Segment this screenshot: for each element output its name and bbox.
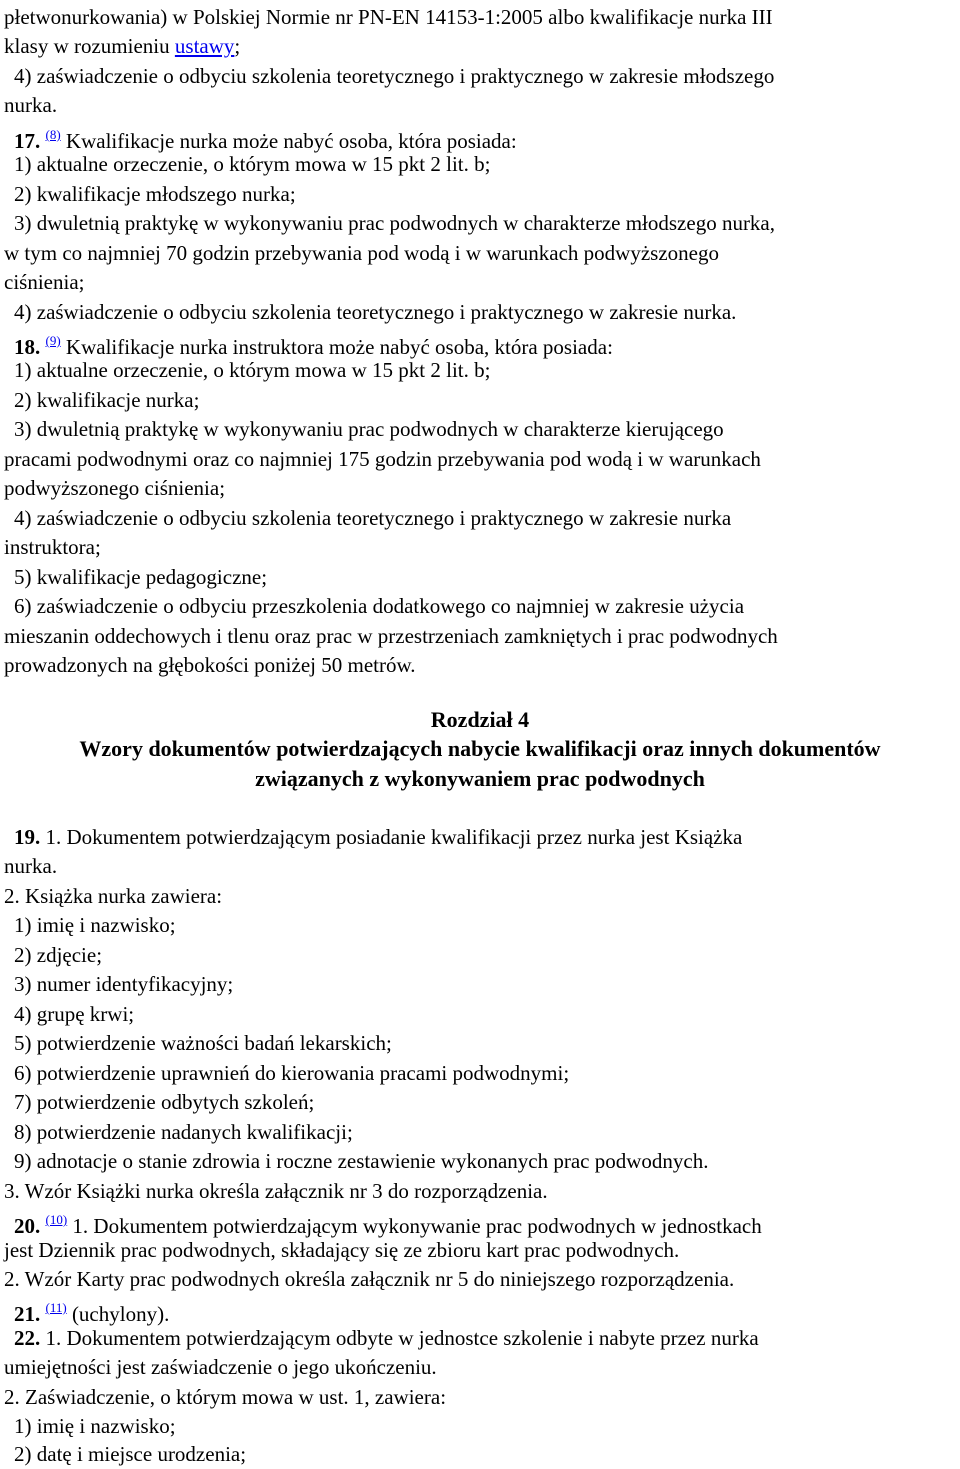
- text-line: [4, 1382, 446, 1412]
- list-item: [14, 1146, 708, 1176]
- list-item: [14, 1411, 176, 1441]
- list-item-text: 2) kwalifikacje młodszego nurka;: [14, 182, 296, 206]
- paragraph-text: ciśnienia;: [4, 270, 85, 294]
- chapter-heading: [0, 705, 960, 735]
- chapter-title-line: Wzory dokumentów potwierdzających nabycie kwalifikacji oraz innych dokumentów: [79, 736, 881, 761]
- section-17: [14, 120, 517, 153]
- section-text: Kwalifikacje nurka może nabyć osoba, która posiada:: [65, 129, 517, 153]
- list-item: [14, 503, 731, 533]
- text-line: [4, 532, 101, 562]
- footnote-link[interactable]: (10): [45, 1212, 68, 1227]
- list-item-text: 6) potwierdzenie uprawnień do kierowania pracami podwodnymi;: [14, 1061, 570, 1085]
- list-item-text: 5) kwalifikacje pedagogiczne;: [14, 565, 268, 589]
- paragraph-text: w tym co najmniej 70 godzin przebywania pod wodą i w warunkach podwyższonego: [4, 241, 719, 265]
- paragraph-text: pracami podwodnymi oraz co najmniej 175 godzin przebywania pod wodą i w warunkach: [4, 447, 761, 471]
- section-number: 17.: [14, 129, 41, 153]
- list-item: [14, 385, 199, 415]
- list-item: [14, 414, 724, 444]
- paragraph-text: klasy w rozumieniu: [4, 34, 175, 58]
- list-item: [14, 1117, 353, 1147]
- paragraph-text: nurka.: [4, 854, 58, 878]
- paragraph-text: 2. Zaświadczenie, o którym mowa w ust. 1, zawiera:: [4, 1385, 447, 1409]
- list-item: [14, 562, 267, 592]
- footnote-link[interactable]: (11): [45, 1300, 67, 1315]
- text-line: [4, 650, 416, 680]
- section-number: 22.: [14, 1326, 41, 1350]
- paragraph-text: jest Dziennik prac podwodnych, składający się ze zbioru kart prac podwodnych.: [4, 1238, 680, 1262]
- text-line: [4, 621, 778, 651]
- section-number: 21.: [14, 1302, 41, 1326]
- list-item-text: 3) numer identyfikacyjny;: [14, 972, 234, 996]
- chapter-title-line: związanych z wykonywaniem prac podwodnych: [255, 766, 705, 791]
- text-line: [4, 2, 773, 32]
- list-item-text: 4) grupę krwi;: [14, 1002, 135, 1026]
- list-item: [14, 1087, 314, 1117]
- list-item: [14, 999, 134, 1029]
- paragraph-text: mieszanin oddechowych i tlenu oraz prac w przestrzeniach zamkniętych i prac podwodnych: [4, 624, 778, 648]
- list-item-text: 4) zaświadczenie o odbyciu szkolenia teoretycznego i praktycznego w zakresie młodszego: [14, 64, 775, 88]
- list-item: [14, 910, 176, 940]
- list-item-text: 3) dwuletnią praktykę w wykonywaniu prac podwodnych w charakterze młodszego nurka,: [14, 211, 776, 235]
- text-line: [4, 90, 57, 120]
- text-line: [4, 1264, 734, 1294]
- paragraph-text: 2. Książka nurka zawiera:: [4, 884, 223, 908]
- section-text: 1. Dokumentem potwierdzającym wykonywanie prac podwodnych w jednostkach: [72, 1214, 762, 1238]
- list-item: [14, 355, 490, 385]
- text-line: [4, 473, 225, 503]
- section-text: Kwalifikacje nurka instruktora może nabyć osoba, która posiada:: [65, 335, 613, 359]
- section-text: 1. Dokumentem potwierdzającym posiadanie kwalifikacji przez nurka jest Książka: [40, 825, 743, 849]
- paragraph-text: podwyższonego ciśnienia;: [4, 476, 226, 500]
- list-item-text: 1) imię i nazwisko;: [14, 913, 176, 937]
- chapter-title: [0, 734, 960, 764]
- section-19: [14, 822, 742, 852]
- text-line: [4, 238, 719, 268]
- section-number: 20.: [14, 1214, 41, 1238]
- ustawy-link[interactable]: ustawy: [174, 34, 235, 58]
- paragraph-text: 3. Wzór Książki nurka określa załącznik nr 3 do rozporządzenia.: [4, 1179, 548, 1203]
- list-item-text: 4) zaświadczenie o odbyciu szkolenia teoretycznego i praktycznego w zakresie nurka.: [14, 300, 737, 324]
- chapter-number: Rozdział 4: [430, 707, 530, 732]
- section-20: [14, 1205, 762, 1238]
- list-item-text: 5) potwierdzenie ważności badań lekarskich;: [14, 1031, 392, 1055]
- list-item: [14, 1439, 246, 1469]
- list-item-text: 6) zaświadczenie o odbyciu przeszkolenia dodatkowego co najmniej w zakresie użycia: [14, 594, 745, 618]
- section-text: 1. Dokumentem potwierdzającym odbyte w jednostce szkolenie i nabyte przez nurka: [40, 1326, 759, 1350]
- list-item-text: 2) datę i miejsce urodzenia;: [14, 1442, 247, 1466]
- list-item-text: 1) aktualne orzeczenie, o którym mowa w 15 pkt 2 lit. b;: [14, 152, 491, 176]
- paragraph-text: płetwonurkowania) w Polskiej Normie nr PN-EN 14153-1:2005 albo kwalifikacje nurka III: [4, 5, 773, 29]
- list-item: [14, 969, 233, 999]
- section-22: [14, 1323, 759, 1353]
- list-item: [14, 940, 102, 970]
- paragraph-text: umiejętności jest zaświadczenie o jego ukończeniu.: [4, 1355, 437, 1379]
- text-line: [4, 444, 761, 474]
- list-item: [14, 208, 775, 238]
- text-line: [4, 31, 240, 61]
- list-item-text: 1) imię i nazwisko;: [14, 1414, 176, 1438]
- list-item-text: 1) aktualne orzeczenie, o którym mowa w 15 pkt 2 lit. b;: [14, 358, 491, 382]
- text-line: [4, 267, 84, 297]
- list-item-text: 9) adnotacje o stanie zdrowia i roczne zestawienie wykonanych prac podwodnych.: [14, 1149, 709, 1173]
- paragraph-text: prowadzonych na głębokości poniżej 50 metrów.: [4, 653, 416, 677]
- paragraph-text: 2. Wzór Karty prac podwodnych określa załącznik nr 5 do niniejszego rozporządzenia.: [4, 1267, 735, 1291]
- text-line: [4, 1352, 437, 1382]
- section-number: 19.: [14, 825, 41, 849]
- list-item-text: 7) potwierdzenie odbytych szkoleń;: [14, 1090, 315, 1114]
- text-line: [4, 881, 222, 911]
- list-item: [14, 1028, 392, 1058]
- list-item-text: 4) zaświadczenie o odbyciu szkolenia teoretycznego i praktycznego w zakresie nurka: [14, 506, 732, 530]
- list-item-text: 2) zdjęcie;: [14, 943, 103, 967]
- footnote-link[interactable]: (8): [45, 127, 61, 142]
- text-line: [4, 1235, 679, 1265]
- list-item-text: 3) dwuletnią praktykę w wykonywaniu prac podwodnych w charakterze kierującego: [14, 417, 724, 441]
- paragraph-text: instruktora;: [4, 535, 101, 559]
- list-item: [14, 179, 296, 209]
- list-item-text: 2) kwalifikacje nurka;: [14, 388, 200, 412]
- section-number: 18.: [14, 335, 41, 359]
- section-21: [14, 1293, 170, 1326]
- paragraph-text: ;: [234, 34, 241, 58]
- list-item: [14, 297, 736, 327]
- chapter-title: [0, 764, 960, 794]
- footnote-link[interactable]: (9): [45, 333, 61, 348]
- list-item: [14, 61, 774, 91]
- list-item: [14, 149, 490, 179]
- list-item: [14, 591, 744, 621]
- text-line: [4, 1176, 548, 1206]
- list-item-text: 8) potwierdzenie nadanych kwalifikacji;: [14, 1120, 353, 1144]
- paragraph-text: nurka.: [4, 93, 58, 117]
- section-text: (uchylony).: [71, 1302, 170, 1326]
- text-line: [4, 851, 57, 881]
- list-item: [14, 1058, 569, 1088]
- section-18: [14, 326, 613, 359]
